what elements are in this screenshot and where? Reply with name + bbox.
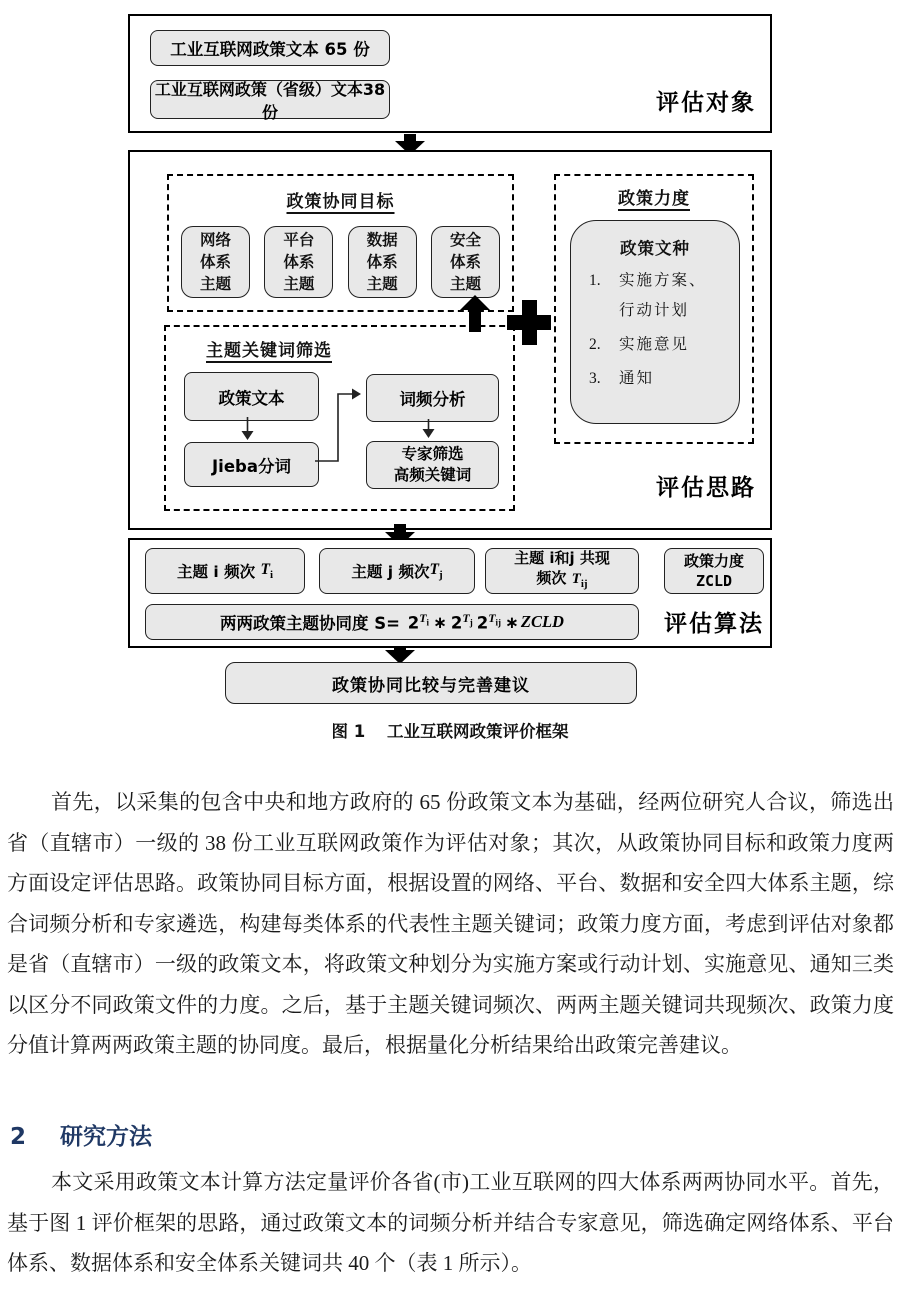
word-frequency-label: 词频分析: [399, 390, 466, 409]
section-number: 2: [10, 1124, 27, 1150]
topic-i-frequency-label: 主题 i 频次: [176, 563, 256, 581]
paragraph-line: 本文采用政策文本计算方法定量评价各省(市)工业互联网的四大体系两两协同水平。首先，: [51, 1170, 894, 1194]
topic-line: 平台: [283, 231, 315, 249]
doc-type-item: [589, 335, 739, 355]
variable-ti: [260, 560, 273, 581]
multiply-icon: ∗: [505, 612, 519, 632]
policy-strength-zcld-box: [664, 548, 764, 594]
pow-base: 2: [476, 613, 489, 633]
var-base: T: [260, 561, 270, 579]
pow-exp: [419, 611, 430, 628]
paragraph-line: 分值计算两两政策主题的协同度。最后，根据量化分析结果给出政策完善建议。: [7, 1033, 742, 1057]
policy-text-38-label: 工业互联网政策（省级）文本38份: [154, 79, 386, 122]
item-text: 实施意见: [619, 336, 690, 353]
paragraph-2: [7, 1162, 894, 1284]
var-base: T: [488, 611, 496, 626]
multiply-icon: ∗: [433, 612, 447, 632]
formula-pow-tj: [451, 611, 473, 633]
var-sub: i: [426, 617, 430, 628]
topic-i-frequency-box: [145, 548, 305, 594]
keyword-filtering-group: [164, 325, 515, 511]
topic-security-box: [431, 226, 500, 298]
section-heading-2: [10, 1118, 152, 1151]
pow-base: 2: [450, 613, 463, 633]
topic-line: 体系: [283, 253, 315, 271]
expert-filter-line: 专家筛选: [401, 445, 464, 463]
variable-tij: [571, 569, 588, 590]
var-base: T: [429, 561, 439, 579]
paragraph-line: 方面设定评估思路。政策协同目标方面，根据设置的网络、平台、数据和安全四大体系主题，综: [7, 871, 894, 895]
word-frequency-box: [366, 374, 499, 422]
var-sub: i: [269, 569, 274, 582]
paragraph-line: 以区分不同政策文件的力度。之后，基于主题关键词频次、两两主题关键词共现频次、政策力度: [7, 992, 894, 1017]
policy-text-38-box: [150, 79, 390, 122]
paragraph-line: 首先，以采集的包含中央和地方政府的 65 份政策文本为基础，经两位研究人合议，筛选出: [51, 790, 894, 814]
arrow-stem: [394, 524, 406, 532]
paragraph-line: 省（直辖市）一级的 38 份工业互联网政策作为评估对象；其次，从政策协同目标和政策力度两: [7, 830, 894, 855]
formula-pow-ti: [408, 611, 429, 633]
figure-caption-text: 工业互联网政策评价框架: [386, 722, 569, 741]
topic-line: 主题: [283, 275, 315, 293]
var-sub: ij: [495, 617, 502, 628]
var-sub: ij: [580, 578, 588, 590]
paragraph-line: 是省（直辖市）一级的政策文本，将政策文种划分为实施方案或行动计划、实施意见、通知三类: [7, 952, 894, 976]
policy-text-label: 政策文本: [218, 388, 285, 408]
topic-line: 体系: [199, 253, 231, 271]
doc-type-item-continuation: [619, 301, 739, 321]
policy-strength-group: [554, 174, 754, 444]
policy-text-box: [184, 372, 319, 421]
topic-line: 主题: [199, 275, 231, 293]
evaluation-approach-frame: [128, 150, 772, 530]
policy-doc-type-box: [570, 220, 740, 424]
var-base: T: [419, 611, 427, 626]
arrow-head: [460, 295, 490, 310]
zcld-code: ZCLD: [695, 572, 733, 590]
var-base: T: [462, 611, 470, 626]
evaluation-object-frame: [128, 14, 772, 133]
item-text: 行动计划: [619, 302, 690, 319]
topic-line: 数据: [366, 231, 398, 249]
jieba-label: Jieba分词: [212, 456, 291, 476]
cooccurrence-label: 频次: [536, 569, 567, 587]
policy-text-65-label: 工业互联网政策文本 65 份: [170, 40, 370, 59]
item-number: 3.: [589, 370, 601, 387]
zcld-variable: ZCLD: [520, 612, 564, 631]
cooccurrence-line2: [536, 568, 587, 594]
paragraph-line: 体系、数据体系和安全体系关键词共 40 个（表 1 所示）。: [7, 1251, 532, 1275]
topic-line: 主题: [449, 275, 481, 293]
topic-network-box: [181, 226, 250, 298]
topic-j-frequency-label: 主题 j 频次: [351, 563, 430, 581]
item-text: 实施方案、: [619, 272, 707, 289]
paragraph-line: 基于图 1 评价框架的思路，通过政策文本的词频分析并结合专家意见，筛选确定网络体系、平台: [7, 1210, 894, 1235]
topic-j-frequency-box: [319, 548, 475, 594]
jieba-box: [184, 442, 319, 487]
formula-pow-tij: [477, 611, 501, 633]
policy-synergy-goal-group: [167, 174, 514, 312]
expert-filter-line: 高频关键词: [393, 466, 472, 484]
policy-strength-title: 政策力度: [618, 189, 690, 209]
evaluation-algorithm-frame: [128, 538, 772, 648]
cooccurrence-line1: 主题 i和j 共现: [514, 549, 610, 567]
topic-line: 安全: [449, 231, 481, 249]
evaluation-object-label: 评估对象: [656, 90, 756, 116]
arrow-stem: [469, 310, 481, 332]
plus-icon: [507, 300, 551, 345]
topic-line: 体系: [366, 253, 398, 271]
topic-box-row: [181, 226, 500, 298]
arrow-stem: [404, 134, 416, 141]
topic-platform-box: [264, 226, 333, 298]
cooccurrence-frequency-box: [485, 548, 639, 594]
item-number: 2.: [589, 336, 601, 353]
expert-filter-box: [366, 441, 499, 489]
arrow-up-icon: [460, 295, 490, 332]
var-sub: j: [469, 617, 473, 628]
conclusion-label: 政策协同比较与完善建议: [332, 675, 530, 696]
figure-caption: [0, 718, 900, 742]
pow-exp: [462, 611, 473, 628]
topic-line: 主题: [366, 275, 398, 293]
policy-synergy-goal-title: 政策协同目标: [286, 192, 395, 212]
evaluation-approach-label: 评估思路: [656, 475, 756, 501]
item-number: 1.: [589, 272, 601, 289]
policy-strength-line: 政策力度: [683, 552, 744, 570]
policy-text-65-box: [150, 30, 390, 66]
synergy-formula-box: [145, 604, 639, 640]
variable-tj: [429, 560, 442, 581]
evaluation-algorithm-label: 评估算法: [664, 611, 764, 637]
topic-line: 网络: [199, 231, 231, 249]
pow-base: 2: [407, 613, 420, 633]
paragraph-1: [7, 782, 894, 1066]
pow-exp: [488, 611, 502, 628]
formula-prefix: 两两政策主题协同度 S=: [220, 614, 400, 633]
conclusion-box: [225, 662, 637, 704]
policy-doc-type-list: [571, 271, 739, 389]
keyword-filtering-title: 主题关键词筛选: [206, 341, 332, 361]
paragraph-line: 合词频分析和专家遴选，构建每类体系的代表性主题关键词；政策力度方面，考虑到评估对象都: [7, 911, 894, 936]
doc-type-item: [589, 369, 739, 389]
var-sub: j: [438, 569, 443, 582]
topic-line: 体系: [449, 253, 481, 271]
doc-type-item: [589, 271, 739, 291]
topic-data-box: [348, 226, 417, 298]
figure-caption-number: 图 1: [331, 722, 366, 741]
var-base: T: [571, 571, 581, 587]
section-title: 研究方法: [60, 1124, 153, 1150]
policy-doc-type-title: 政策文种: [620, 239, 690, 258]
item-text: 通知: [619, 370, 655, 387]
